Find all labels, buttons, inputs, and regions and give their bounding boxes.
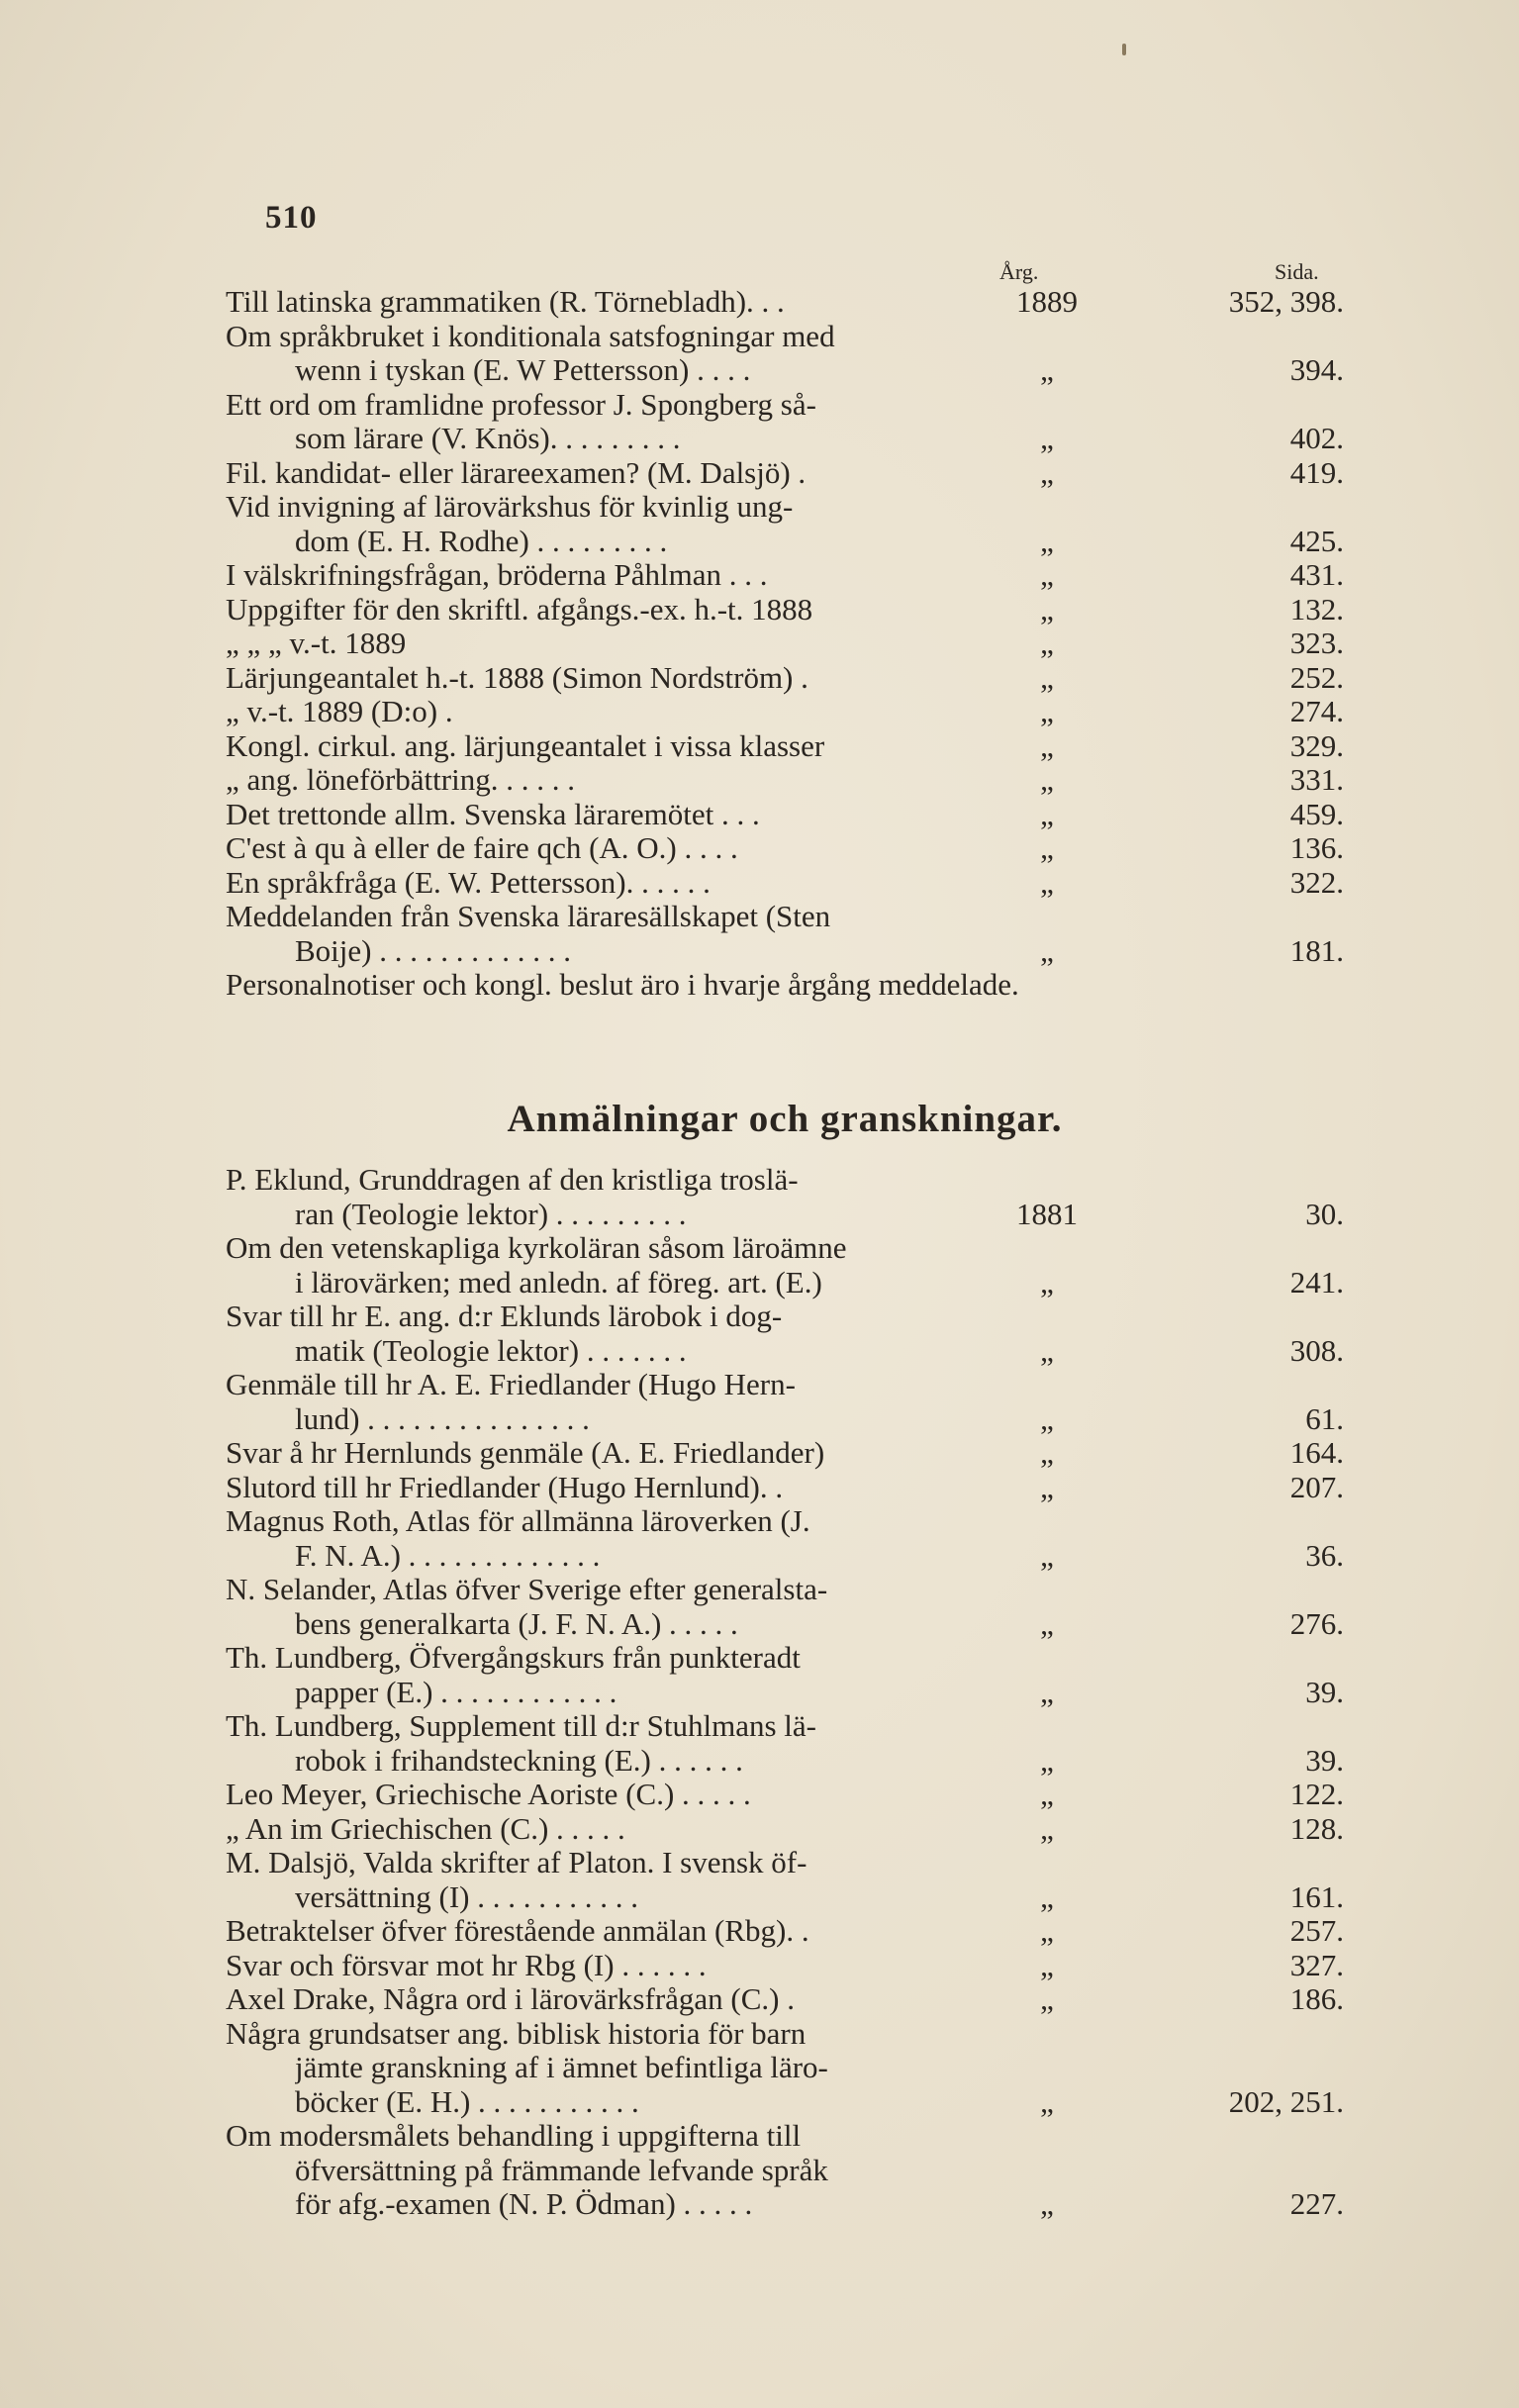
entry-line [226, 525, 1344, 559]
index-entry [226, 1163, 1344, 1231]
entry-line [226, 2017, 1344, 2052]
entry-year: „ [1040, 727, 1054, 763]
entry-year: „ [1040, 1913, 1054, 1948]
entry-line [226, 1641, 1344, 1676]
index-entry [226, 1778, 1344, 1812]
entry-line [226, 285, 1344, 320]
index-entry [226, 1709, 1344, 1778]
entry-text: Genmäle till hr A. E. Friedlander (Hugo Hern- [226, 1368, 796, 1401]
entry-page: 30. [1305, 1196, 1344, 1231]
section-heading: Anmälningar och granskningar. [507, 1098, 1063, 1140]
footer-note: Personalnotiser och kongl. beslut äro i hvarje årgång meddelade. [226, 967, 1019, 1002]
entry-line [226, 2154, 1344, 2188]
index-entry [226, 798, 1344, 832]
entry-line [226, 1573, 1344, 1607]
entry-year: „ [1040, 1777, 1054, 1811]
entry-line [226, 1914, 1344, 1949]
index-entry [226, 866, 1344, 901]
entry-text: „ v.-t. 1889 (D:o) . [226, 695, 453, 728]
entry-year: „ [1040, 762, 1054, 797]
entry-year: „ [1040, 1605, 1054, 1641]
entry-page: 322. [1289, 864, 1344, 900]
entry-text: „ „ „ v.-t. 1889 [226, 626, 407, 660]
ink-mark [1122, 44, 1126, 55]
index-entry [226, 1573, 1344, 1641]
index-entry [226, 593, 1344, 627]
entry-line [226, 1471, 1344, 1505]
entry-year: „ [1040, 1435, 1054, 1470]
entry-year: „ [1040, 1537, 1054, 1573]
entry-line [226, 320, 1344, 354]
entry-line [226, 422, 1344, 456]
index-entry [226, 900, 1344, 968]
entry-year: „ [1040, 1674, 1054, 1709]
index-entry [226, 490, 1344, 558]
entry-text: Boije) . . . . . . . . . . . . . [295, 933, 571, 968]
index-entries [226, 285, 1344, 1003]
entry-text: Ett ord om framlidne professor J. Spongberg så- [226, 387, 816, 422]
entry-page: 394. [1289, 352, 1344, 387]
entry-year: „ [1040, 796, 1054, 831]
entry-line [226, 353, 1344, 388]
entry-text: Meddelanden från Svenska läraresällskapet (Sten [226, 900, 831, 933]
entry-line [226, 1163, 1344, 1198]
index-entry [226, 1949, 1344, 1983]
entry-text: Svar till hr E. ang. d:r Eklunds lärobok i dog- [226, 1300, 783, 1333]
entry-line [226, 1504, 1344, 1539]
entry-year: „ [1040, 454, 1054, 490]
entry-year: „ [1040, 626, 1054, 660]
entry-line [226, 1436, 1344, 1471]
entry-text: dom (E. H. Rodhe) . . . . . . . . . [295, 524, 668, 558]
entry-page: 276. [1289, 1605, 1344, 1641]
entry-line [226, 1300, 1344, 1334]
index-entry [226, 1914, 1344, 1949]
index-entry [226, 1436, 1344, 1471]
entry-page: 161. [1289, 1878, 1344, 1914]
entry-text: Uppgifter för den skriftl. afgångs.-ex. h.-t. 1888 [226, 592, 813, 626]
entry-year: „ [1040, 1981, 1054, 2016]
entry-year: „ [1040, 2083, 1054, 2119]
entry-line [226, 2085, 1344, 2120]
entry-year: „ [1040, 694, 1054, 728]
entry-page: 327. [1289, 1947, 1344, 1982]
entry-line [226, 729, 1344, 764]
entry-line [226, 1812, 1344, 1847]
index-entry [226, 626, 1344, 661]
entry-page: 308. [1289, 1332, 1344, 1368]
entry-year: „ [1040, 1810, 1054, 1846]
index-entry [226, 695, 1344, 729]
entry-year: „ [1040, 659, 1054, 695]
entry-year: „ [1040, 1469, 1054, 1504]
entry-line [226, 490, 1344, 525]
entry-line [226, 798, 1344, 832]
index-entry [226, 1231, 1344, 1300]
entry-text: Till latinska grammatiken (R. Törnebladh). . . [226, 285, 785, 319]
entry-page: 425. [1289, 523, 1344, 558]
entry-text: böcker (E. H.) . . . . . . . . . . . [295, 2084, 639, 2119]
entry-line [226, 1402, 1344, 1437]
entry-line [226, 626, 1344, 661]
entry-text: F. N. A.) . . . . . . . . . . . . . [295, 1538, 601, 1573]
page-number: 510 [265, 200, 318, 236]
index-entry [226, 456, 1344, 491]
entry-text: Slutord till hr Friedlander (Hugo Hernlund). . [226, 1470, 784, 1504]
entry-page: 39. [1305, 1674, 1344, 1709]
entry-page: 202, 251. [1228, 2083, 1344, 2119]
index-entry [226, 2017, 1344, 2120]
entry-page: 122. [1289, 1777, 1344, 1811]
entry-text: robok i frihandsteckning (E.) . . . . . . [295, 1743, 743, 1778]
entry-line [226, 388, 1344, 423]
index-entry [226, 388, 1344, 456]
entry-page: 241. [1289, 1264, 1344, 1300]
entry-text: papper (E.) . . . . . . . . . . . . [295, 1675, 617, 1709]
entry-year: „ [1040, 1878, 1054, 1914]
entry-page: 136. [1289, 830, 1344, 865]
entry-page: 61. [1305, 1400, 1344, 1436]
entry-page: 459. [1289, 796, 1344, 831]
entry-year: „ [1040, 1947, 1054, 1982]
entry-page: 164. [1289, 1435, 1344, 1470]
index-entry [226, 729, 1344, 764]
entry-page: 186. [1289, 1981, 1344, 2016]
entry-text: C'est à qu à eller de faire qch (A. O.) . . . . [226, 831, 738, 865]
entry-text: bens generalkarta (J. F. N. A.) . . . . . [295, 1606, 738, 1641]
entry-page: 331. [1289, 762, 1344, 797]
entry-text: versättning (I) . . . . . . . . . . . [295, 1879, 638, 1914]
entry-year: „ [1040, 864, 1054, 900]
entry-page: 207. [1289, 1469, 1344, 1504]
entry-line [226, 866, 1344, 901]
entry-year: „ [1040, 1332, 1054, 1368]
entry-line [226, 2187, 1344, 2222]
entry-text: Om den vetenskapliga kyrkoläran såsom läroämne [226, 1231, 847, 1265]
entry-year: „ [1040, 1400, 1054, 1436]
entry-text: Kongl. cirkul. ang. lärjungeantalet i vissa klasser [226, 728, 825, 763]
entry-year: „ [1040, 591, 1054, 626]
index-entry [226, 558, 1344, 593]
entry-line [226, 456, 1344, 491]
index-entry [226, 1300, 1344, 1368]
entry-line [226, 1982, 1344, 2017]
index-entry [226, 661, 1344, 696]
entry-line [226, 1709, 1344, 1744]
entry-text: lund) . . . . . . . . . . . . . . . [295, 1401, 590, 1436]
entry-text: Leo Meyer, Griechische Aoriste (C.) . . . . . [226, 1778, 751, 1811]
entry-text: Fil. kandidat- eller lärareexamen? (M. Dalsjö) . [226, 455, 807, 490]
index-entry [226, 1982, 1344, 2017]
entry-line [226, 763, 1344, 798]
entry-page: 329. [1289, 727, 1344, 763]
entry-text: Det trettonde allm. Svenska läraremötet . . . [226, 797, 760, 831]
entry-line [226, 1266, 1344, 1300]
entry-page: 132. [1289, 591, 1344, 626]
entry-text: för afg.-examen (N. P. Ödman) . . . . . [295, 2187, 753, 2221]
entry-text: ran (Teologie lektor) . . . . . . . . . [295, 1197, 687, 1231]
entry-line [226, 934, 1344, 969]
entry-page: 36. [1305, 1537, 1344, 1573]
entry-year: „ [1040, 2186, 1054, 2221]
entry-year: 1889 [1016, 284, 1078, 319]
entry-text: Th. Lundberg, Supplement till d:r Stuhlmans lä- [226, 1709, 816, 1743]
entry-line [226, 1539, 1344, 1574]
entry-line [226, 1231, 1344, 1266]
entry-text: som lärare (V. Knös). . . . . . . . . [295, 422, 681, 455]
entry-line [226, 593, 1344, 627]
index-entry [226, 763, 1344, 798]
entry-page: 257. [1289, 1913, 1344, 1948]
entry-year: „ [1040, 932, 1054, 968]
entry-line [226, 900, 1344, 934]
entry-page: 227. [1289, 2186, 1344, 2221]
entry-year: „ [1040, 1742, 1054, 1778]
entry-line [226, 1607, 1344, 1642]
entry-text: Lärjungeantalet h.-t. 1888 (Simon Nordström) . [226, 660, 808, 695]
index-entry [226, 2119, 1344, 2222]
review-entries [226, 1163, 1344, 2222]
entry-page: 419. [1289, 454, 1344, 490]
entry-line [226, 1846, 1344, 1880]
entry-text: Svar å hr Hernlunds genmäle (A. E. Friedlander) [226, 1436, 825, 1470]
entry-line [226, 2119, 1344, 2154]
entry-text: „ ang. löneförbättring. . . . . . [226, 763, 575, 797]
entry-page: 39. [1305, 1742, 1344, 1778]
entry-text: Betraktelser öfver förestående anmälan (Rbg). . [226, 1914, 809, 1948]
entry-text: N. Selander, Atlas öfver Sverige efter generalsta- [226, 1573, 828, 1606]
entry-year: „ [1040, 352, 1054, 387]
entry-year: „ [1040, 421, 1054, 455]
index-entry [226, 1641, 1344, 1709]
entry-line [226, 558, 1344, 593]
entry-page: 352, 398. [1228, 284, 1344, 319]
entry-text: Axel Drake, Några ord i lärovärksfrågan (C.) . [226, 1982, 795, 2016]
entry-line [226, 2051, 1344, 2085]
index-entry [226, 1504, 1344, 1573]
index-entry [226, 285, 1344, 320]
entry-year: „ [1040, 557, 1054, 592]
index-entry [226, 1471, 1344, 1505]
entry-text: Om språkbruket i konditionala satsfogningar med [226, 319, 835, 353]
entry-year: 1881 [1016, 1196, 1078, 1231]
entry-text: Svar och försvar mot hr Rbg (I) . . . . . . [226, 1948, 707, 1982]
index-entry [226, 831, 1344, 866]
index-entry [226, 1812, 1344, 1847]
index-entry [226, 1846, 1344, 1914]
entry-line [226, 661, 1344, 696]
entry-text: wenn i tyskan (E. W Pettersson) . . . . [295, 353, 751, 387]
entry-line [226, 1949, 1344, 1983]
column-header-year: Årg. [999, 259, 1039, 284]
entry-text: i lärovärken; med anledn. af föreg. art. (E.) [295, 1265, 822, 1300]
entry-line [226, 1744, 1344, 1779]
entry-text: jämte granskning af i ämnet befintliga läro- [295, 2051, 828, 2084]
entry-text: En språkfråga (E. W. Pettersson). . . . . . [226, 865, 711, 900]
entry-line [226, 1368, 1344, 1402]
column-header-page: Sida. [1275, 259, 1319, 284]
entry-text: Magnus Roth, Atlas för allmänna läroverken (J. [226, 1504, 810, 1538]
entry-page: 402. [1289, 421, 1344, 455]
entry-text: öfversättning på främmande lefvande språk [295, 2153, 828, 2187]
entry-text: P. Eklund, Grunddragen af den kristliga troslä- [226, 1163, 799, 1197]
entry-text: Några grundsatser ang. biblisk historia för barn [226, 2016, 807, 2051]
entry-page: 252. [1289, 659, 1344, 695]
entry-line [226, 1334, 1344, 1369]
entry-text: Vid invigning af lärovärkshus för kvinlig ung- [226, 490, 794, 524]
entry-line [226, 1880, 1344, 1915]
entry-text: „ An im Griechischen (C.) . . . . . [226, 1811, 625, 1846]
entry-text: M. Dalsjö, Valda skrifter af Platon. I svensk öf- [226, 1846, 807, 1879]
entry-year: „ [1040, 1264, 1054, 1300]
entry-page: 323. [1289, 626, 1344, 660]
entry-text: matik (Teologie lektor) . . . . . . . [295, 1333, 687, 1368]
entry-line [226, 1198, 1344, 1232]
entry-line [226, 1676, 1344, 1710]
index-entry [226, 1368, 1344, 1436]
entry-year: „ [1040, 830, 1054, 865]
index-entry [226, 320, 1344, 388]
entry-text: Th. Lundberg, Öfvergångskurs från punkteradt [226, 1641, 801, 1675]
reviews-section [226, 1097, 1344, 2222]
entry-page: 181. [1289, 932, 1344, 968]
entry-page: 431. [1289, 557, 1344, 592]
entry-line [226, 1778, 1344, 1812]
entry-page: 128. [1289, 1810, 1344, 1846]
entry-line [226, 831, 1344, 866]
entry-page: 274. [1289, 694, 1344, 728]
entry-line [226, 695, 1344, 729]
entry-text: I välskrifningsfrågan, bröderna Påhlman . . . [226, 558, 768, 592]
entry-year: „ [1040, 523, 1054, 558]
entry-text: Om modersmålets behandling i uppgifterna till [226, 2119, 802, 2153]
